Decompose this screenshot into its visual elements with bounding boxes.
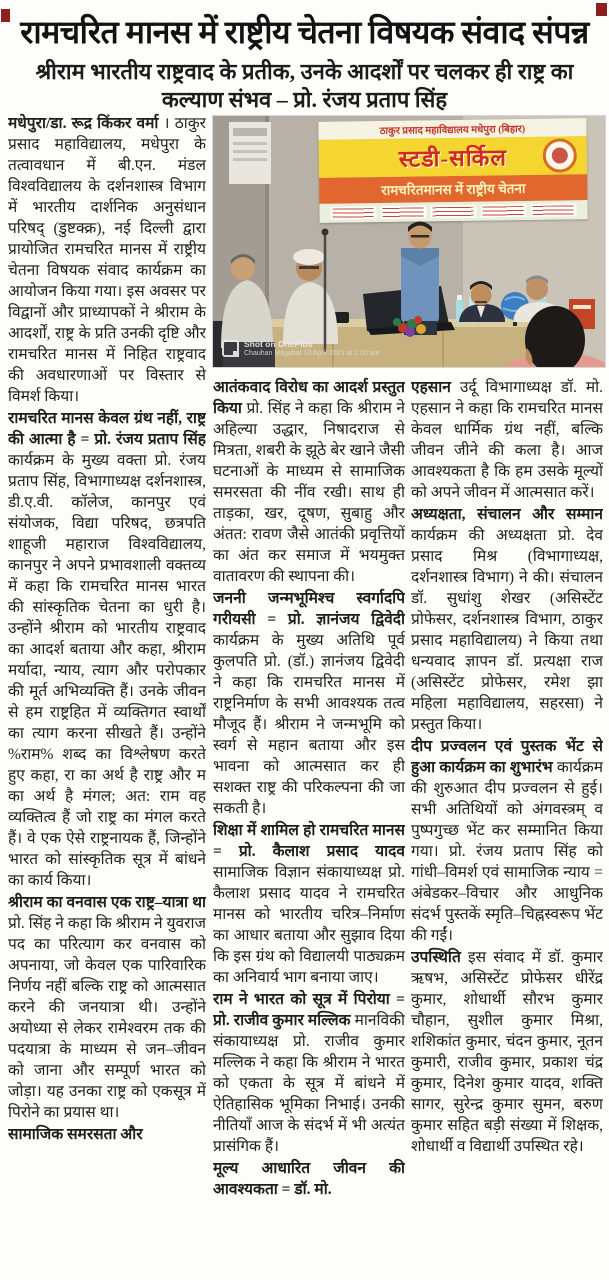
paragraph	[411, 736, 603, 946]
paragraph	[8, 892, 206, 1123]
paragraph-text: कार्यक्रम के मुख्य वक्ता प्रो. रंजय प्रताप सिंह, विभागाध्यक्ष दर्शनशास्त्र, डी.ए.वी. कॉलेज, कानपुर एवं संयोजक, विद्या परिषद, छत्रपति शाहूजी महाराज विश्वविद्यालय, कानपुर ने अपने प्रभावशाली वक्तव्य में कहा कि रामचरित मानस भारत की सांस्कृतिक चेतना का धुरी है। उन्होंने श्रीराम को भारतीय राष्ट्रवाद का आदर्श बताया और कहा, श्रीराम मर्यादा, न्याय, त्याग और परोपकार की मूर्त अभिव्यक्ति हैं। उनके जीवन से हम राष्ट्रहित में व्यक्तिगत स्वार्थों का त्याग करना सीखते हैं। उन्होंने %राम% शब्द का विश्लेषण करते हुए कहा, रा का अर्थ है राष्ट्र और म का अर्थ है मंगल; अत: राम वह व्यक्तित्व हैं जो राष्ट्र का मंगल करते हैं। वे एक ऐसे राष्ट्रनायक हैं, जिन्होंने भारत को सांस्कृतिक सूत्र में बांधने का कार्य किया।	[8, 452, 206, 889]
photo-people	[213, 116, 606, 368]
paragraph-text: मानविकी संकायाध्यक्ष प्रो. राजीव कुमार मल्लिक ने कहा कि श्रीराम ने भारत को एकता के सूत्र में बांधने में ऐतिहासिक भूमिका निभाई। उनकी नीतियाँ आज के संदर्भ में भी अत्यंत प्रासंगिक हैं।	[213, 1012, 405, 1155]
paragraph	[8, 408, 206, 891]
paragraph	[213, 1158, 405, 1200]
paragraph-text: इस संवाद में डॉ. कुमार ऋषभ, असिस्टेंट प्रोफेसर धीरेंद्र कुमार, शोधार्थी सौरभ कुमार चौहान, सुशील कुमार मिश्रा, शशिकांत कुमार, चंदन कुमार, नूतन कुमारी, राजीव कुमार, प्रकाश चंद्र कुमार, दिनेश कुमार यादव, शक्ति सागर, सुरेन्द्र कुमार सुमन, बरुण कुमार सहित बड़ी संख्या में शिक्षक, शोधार्थी व विद्यार्थी उपस्थित रहे।	[411, 949, 603, 1155]
paragraph-text: प्रो. सिंह ने कहा कि श्रीराम ने युवराज पद का परित्याग कर वनवास को अपनाया, जो केवल एक पारिवारिक निर्णय नहीं बल्कि राष्ट्र को आत्मसात करने की जनयात्रा थी। उन्होंने अयोध्या से लेकर रामेश्वरम तक की पदयात्रा के माध्यम से जन–जीवन को जाना और सम्पूर्ण भारत को जोड़ा। यह उनका राष्ट्र को एकसूत्र में पिरोने का प्रयास था।	[8, 915, 206, 1121]
banner-college-name: ठाकुर प्रसाद महाविद्यालय मधेपुरा (बिहार)	[318, 118, 586, 140]
section-heading: एहसान	[411, 379, 451, 396]
paragraph	[213, 820, 405, 988]
section-heading: श्रीराम का वनवास एक राष्ट्र–यात्रा था	[8, 894, 206, 911]
paragraph	[411, 947, 603, 1157]
watermark-line1: Shot on OnePlus	[244, 339, 313, 349]
oneplus-logo-icon	[222, 340, 239, 357]
event-photo	[212, 115, 606, 368]
paragraph-text: । ठाकुर प्रसाद महाविद्यालय, मधेपुरा के तत्वावधान में बी.एन. मंडल विश्वविद्यालय के दर्शनशास्त्र विभाग में भारतीय दार्शनिक अनुसंधान परिषद् (डुष्टक्क्र), नई दिल्ली द्वारा प्रायोजित रामचरित मानस में राष्ट्रीय चेतना विषयक संवाद कार्यक्रम का आयोजन किया गया। इस अवसर पर विद्वानों और प्राध्यापकों ने श्रीराम के आदर्शों, राष्ट्र के प्रति उनकी दृष्टि और रामचरित मानस में निहित राष्ट्रवाद की अवधारणाओं पर विस्तार से विमर्श किया।	[8, 115, 206, 405]
column-middle	[213, 377, 405, 1275]
paragraph	[411, 504, 603, 735]
watermark-line2: Chauhan Magahat 10 April 2025 at 1:00 am	[244, 350, 380, 357]
section-heading: आतंकवाद विरोध का आदर्श प्रस्तुत किया	[213, 379, 405, 417]
paragraph	[8, 113, 206, 407]
paragraph	[411, 377, 603, 503]
section-heading: राम ने भारत को सूत्र में पिरोया = प्रो. राजीव कुमार मल्लिक	[213, 991, 405, 1029]
section-heading: मूल्य आधारित जीवन की आवश्यकता = डॉ. मो.	[213, 1160, 405, 1198]
paragraph-text: कार्यक्रम की शुरुआत दीप प्रज्वलन से हुई। सभी अतिथियों को अंगवस्त्रम् व पुष्पगुच्छ भेंट कर सम्मानित किया गया। प्रो. रंजय प्रताप सिंह को गांधी–विमर्श एवं सामाजिक न्याय = अंबेडकर–विचार और आधुनिक संदर्भ पुस्तकें स्मृति–चिह्नस्वरूप भेंट की गईं।	[411, 759, 603, 944]
paragraph	[213, 989, 405, 1157]
section-heading: सामाजिक समरसता और	[8, 1126, 143, 1143]
section-heading: शिक्षा में शामिल हो रामचरित मानस = प्रो. कैलाश प्रसाद यादव	[213, 822, 405, 860]
paragraph-text: कार्यक्रम के मुख्य अतिथि पूर्व कुलपति प्रो. (डॉ.) ज्ञानंजय द्विवेदी ने कहा कि रामचरित मानस में राष्ट्रनिर्माण के सभी आवश्यक तत्व मौजूद हैं। श्रीराम ने जन्मभूमि को स्वर्ग से महान बताया और इस भावना को आत्मसात कर ही सशक्त राष्ट्र की परिकल्पना की जा सकती है।	[213, 632, 405, 817]
section-heading: दीप प्रज्वलन एवं पुस्तक भेंट से हुआ कार्यक्रम का शुभारंभ	[411, 738, 603, 776]
section-heading: अध्यक्षता, संचालन और सम्मान	[411, 506, 603, 523]
paragraph-text: प्रो. सिंह ने कहा कि श्रीराम ने अहिल्या उद्धार, निषादराज से मित्रता, शबरी के झूठे बेर खाने जैसी घटनाओं के माध्यम से सामाजिक समरसता की नींव रखी। साथ ही ताड़का, खर, दूषण, सुबाहु और अंतत: रावण जैसे आतंकी प्रवृत्तियों का अंत कर समाज में भयमुक्त वातावरण की स्थापना की।	[213, 400, 405, 585]
section-heading: रामचरित मानस केवल ग्रंथ नहीं, राष्ट्र की आत्मा है = प्रो. रंजय प्रताप सिंह	[8, 410, 206, 448]
headline: रामचरित मानस में राष्ट्रीय चेतना विषयक संवाद संपन्न	[20, 14, 589, 50]
column-left	[8, 113, 206, 1275]
subheadline: श्रीराम भारतीय राष्ट्रवाद के प्रतीक, उनके आदर्शों पर चलकर ही राष्ट्र का कल्याण संभव – प्रो. रंजय प्रताप सिंह	[35, 59, 574, 113]
banner-seminar-topic: रामचरितमानस में राष्ट्रीय चेतना	[319, 174, 587, 204]
dateline: मधेपुरा/डा. रूद्र किंकर वर्मा	[8, 115, 159, 132]
banner-title: स्टडी-सर्किल	[398, 145, 508, 172]
paragraph-text: सामाजिक विज्ञान संकायाध्यक्ष प्रो. कैलाश प्रसाद यादव ने रामचरित मानस को भारतीय चरित्र–निर्माण का आधार बताया और सुझाव दिया कि इस ग्रंथ को विद्यालयी पाठ्यक्रम का अनिवार्य भाग बनाया जाए।	[213, 864, 405, 986]
paragraph	[8, 1124, 206, 1145]
column-right	[411, 377, 603, 1275]
paragraph	[213, 588, 405, 819]
paragraph-text: उर्दू विभागाध्यक्ष डॉ. मो. एहसान ने कहा कि रामचरित मानस केवल धार्मिक ग्रंथ नहीं, बल्कि जीवन जीने की कला है। आज आवश्यकता है कि हम उसके मूल्यों को अपने जीवन में आत्मसात करें।	[411, 379, 603, 501]
photo-watermark	[222, 339, 379, 358]
paragraph-text: कार्यक्रम की अध्यक्षता प्रो. देव प्रसाद मिश्र (विभागाध्यक्ष, दर्शनशास्त्र विभाग) ने की। संचालन डॉ. सुधांशु शेखर (असिस्टेंट प्रोफेसर, दर्शनशास्त्र विभाग, ठाकुर प्रसाद महाविद्यालय) ने किया तथा धन्यवाद ज्ञापन डॉ. प्रत्यक्षा राज (असिस्टेंट प्रोफेसर, रमेश झा महिला महाविद्यालय, सहरसा) ने प्रस्तुत किया।	[411, 527, 603, 733]
paragraph	[213, 377, 405, 587]
section-heading: जननी जन्मभूमिश्च स्वर्गादपि गरीयसी = प्रो. ज्ञानंजय द्विवेदी	[213, 590, 405, 628]
section-heading: उपस्थिति	[411, 949, 461, 966]
